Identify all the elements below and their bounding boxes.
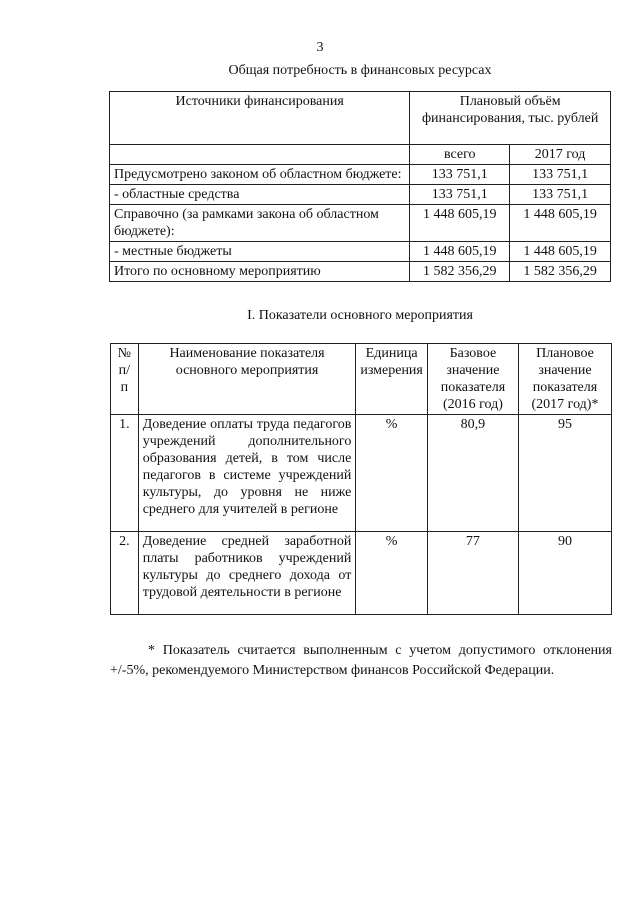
- row-total: 1 448 605,19: [410, 205, 510, 242]
- row-label: - местные бюджеты: [110, 242, 410, 262]
- header-total: всего: [410, 145, 510, 165]
- row-label: - областные средства: [110, 185, 410, 205]
- row-plan: 90: [518, 532, 611, 615]
- table-row: [111, 344, 612, 415]
- header-sources: Источники финансирования: [110, 92, 410, 145]
- table-row: [111, 415, 612, 532]
- indicators-title: I. Показатели основного мероприятия: [247, 308, 473, 323]
- row-total: 133 751,1: [410, 185, 510, 205]
- finance-table: [109, 91, 611, 282]
- row-plan: 95: [518, 415, 611, 532]
- row-base: 80,9: [427, 415, 518, 532]
- row-2017: 1 448 605,19: [510, 205, 611, 242]
- table-row: [110, 145, 611, 165]
- row-label: Предусмотрено законом об областном бюджете:: [110, 165, 410, 185]
- row-total: 1 448 605,19: [410, 242, 510, 262]
- page-number: 3: [316, 40, 324, 55]
- row-name: Доведение оплаты труда педагогов учреждений дополнительного образования детей, в том числе педагогов в системе учреждений культуры, до уровня не ниже среднего для учителей в регионе: [138, 415, 356, 532]
- row-base: 77: [427, 532, 518, 615]
- row-num: 2.: [111, 532, 139, 615]
- row-label: Справочно (за рамками закона об областном бюджете):: [110, 205, 410, 242]
- indicators-table: [110, 343, 612, 615]
- header-base: Базовое значение показателя (2016 год): [427, 344, 518, 415]
- table-row: [110, 205, 611, 242]
- footnote: * Показатель считается выполненным с учетом допустимого отклонения +/-5%, рекомендуемого Министерством финансов Российской Федерации.: [110, 643, 612, 678]
- row-total: 1 582 356,29: [410, 262, 510, 282]
- row-num: 1.: [111, 415, 139, 532]
- table-row: [111, 532, 612, 615]
- row-2017: 133 751,1: [510, 165, 611, 185]
- table-row: [110, 242, 611, 262]
- finance-title: Общая потребность в финансовых ресурсах: [228, 63, 492, 78]
- row-total: 133 751,1: [410, 165, 510, 185]
- table-row: [110, 262, 611, 282]
- table-row: [110, 92, 611, 145]
- header-unit: Единица измерения: [356, 344, 428, 415]
- row-2017: 1 448 605,19: [510, 242, 611, 262]
- header-name: Наименование показателя основного мероприятия: [138, 344, 356, 415]
- row-name: Доведение средней заработной платы работников учреждений культуры до среднего дохода от трудовой деятельности в регионе: [138, 532, 356, 615]
- header-plan: Плановое значение показателя (2017 год)*: [518, 344, 611, 415]
- row-2017: 1 582 356,29: [510, 262, 611, 282]
- row-unit: %: [356, 532, 428, 615]
- row-label: Итого по основному мероприятию: [110, 262, 410, 282]
- header-planned: Плановый объём финансирования, тыс. рублей: [410, 92, 611, 145]
- header-num: № п/п: [111, 344, 139, 415]
- table-row: [110, 185, 611, 205]
- row-unit: %: [356, 415, 428, 532]
- row-2017: 133 751,1: [510, 185, 611, 205]
- table-row: [110, 165, 611, 185]
- header-2017: 2017 год: [510, 145, 611, 165]
